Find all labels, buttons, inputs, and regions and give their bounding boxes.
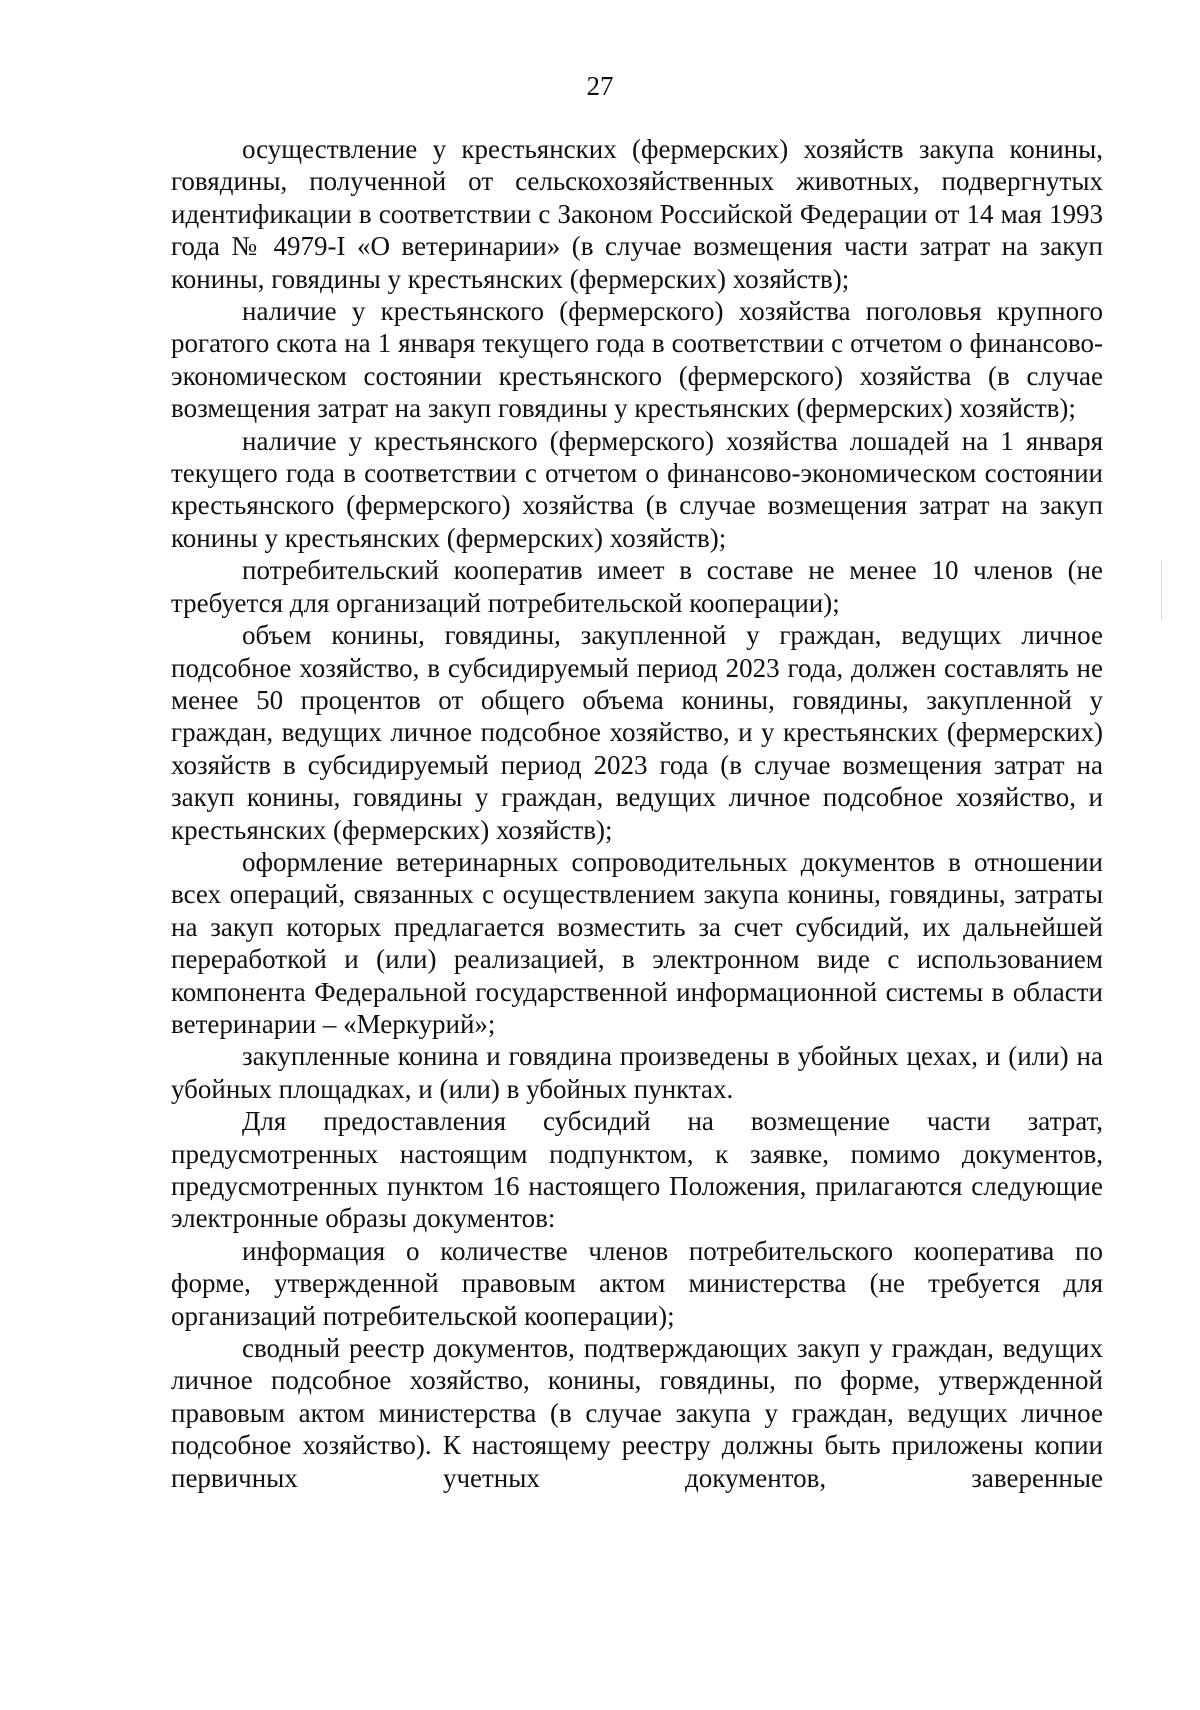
scan-artifact [1161, 560, 1162, 620]
paragraph-summary-register: сводный реестр документов, подтверждающих закуп у граждан, ведущих личное подсобное хозяйство, конины, говядины, по форме, утвержденной правовым актом министерства (в случае закупа у граждан, ведущих личное подсобное хозяйство). К настоящему реестру должны быть приложены копии первичных учетных документов, заверенные [171, 1333, 1103, 1493]
paragraph-cattle-livestock: наличие у крестьянского (фермерского) хозяйства поголовья крупного рогатого скота на 1 января текущего года в соответствии с отчетом о финансово-экономическом состоянии крестьянского (фермерского) хозяйства (в случае возмещения затрат на закуп говядины у крестьянских (фермерских) хозяйств); [171, 296, 1103, 424]
paragraph-purchase-volume: объем конины, говядины, закупленной у граждан, ведущих личное подсобное хозяйство, в субсидируемый период 2023 года, должен составлять не менее 50 процентов от общего объема конины, говядины, закупленной у граждан, ведущих личное подсобное хозяйство, и у крестьянских (фермерских) хозяйств в субсидируемый период 2023 года (в случае возмещения затрат на закуп конины, говядины у граждан, ведущих личное подсобное хозяйство, и крестьянских (фермерских) хозяйств); [171, 620, 1103, 845]
paragraph-veterinary-documents: оформление ветеринарных сопроводительных документов в отношении всех операций, связанных с осуществлением закупа конины, говядины, затраты на закуп которых предлагается возместить за счет субсидий, их дальнейшей переработкой и (или) реализацией, в электронном виде с использованием компонента Федеральной государственной информационной системы в области ветеринарии – «Меркурий»; [171, 846, 1103, 1039]
paragraph-slaughter-points: закупленные конина и говядина произведены в убойных цехах, и (или) на убойных площадках, и (или) в убойных пунктах. [171, 1041, 1103, 1104]
page-number: 27 [586, 71, 614, 101]
paragraph-cooperative-info: информация о количестве членов потребительского кооператива по форме, утвержденной правовым актом министерства (не требуется для организаций потребительской кооперации); [171, 1235, 1103, 1331]
paragraph-subsidy-documents: Для предоставления субсидий на возмещение части затрат, предусмотренных настоящим подпунктом, к заявке, помимо документов, предусмотренных пунктом 16 настоящего Положения, прилагаются следующие электронные образы документов: [171, 1106, 1103, 1234]
document-body [171, 133, 1103, 1494]
paragraph-cooperative-members: потребительский кооператив имеет в составе не менее 10 членов (не требуется для организаций потребительской кооперации); [171, 555, 1103, 618]
paragraph-purchase-from-farms: осуществление у крестьянских (фермерских) хозяйств закупа конины, говядины, полученной от сельскохозяйственных животных, подвергнутых идентификации в соответствии с Законом Российской Федерации от 14 мая 1993 года № 4979-I «О ветеринарии» (в случае возмещения части затрат на закуп конины, говядины у крестьянских (фермерских) хозяйств); [171, 134, 1103, 294]
paragraph-horses-livestock: наличие у крестьянского (фермерского) хозяйства лошадей на 1 января текущего года в соответствии с отчетом о финансово-экономическом состоянии крестьянского (фермерского) хозяйства (в случае возмещения затрат на закуп конины у крестьянских (фермерских) хозяйств); [171, 425, 1103, 553]
